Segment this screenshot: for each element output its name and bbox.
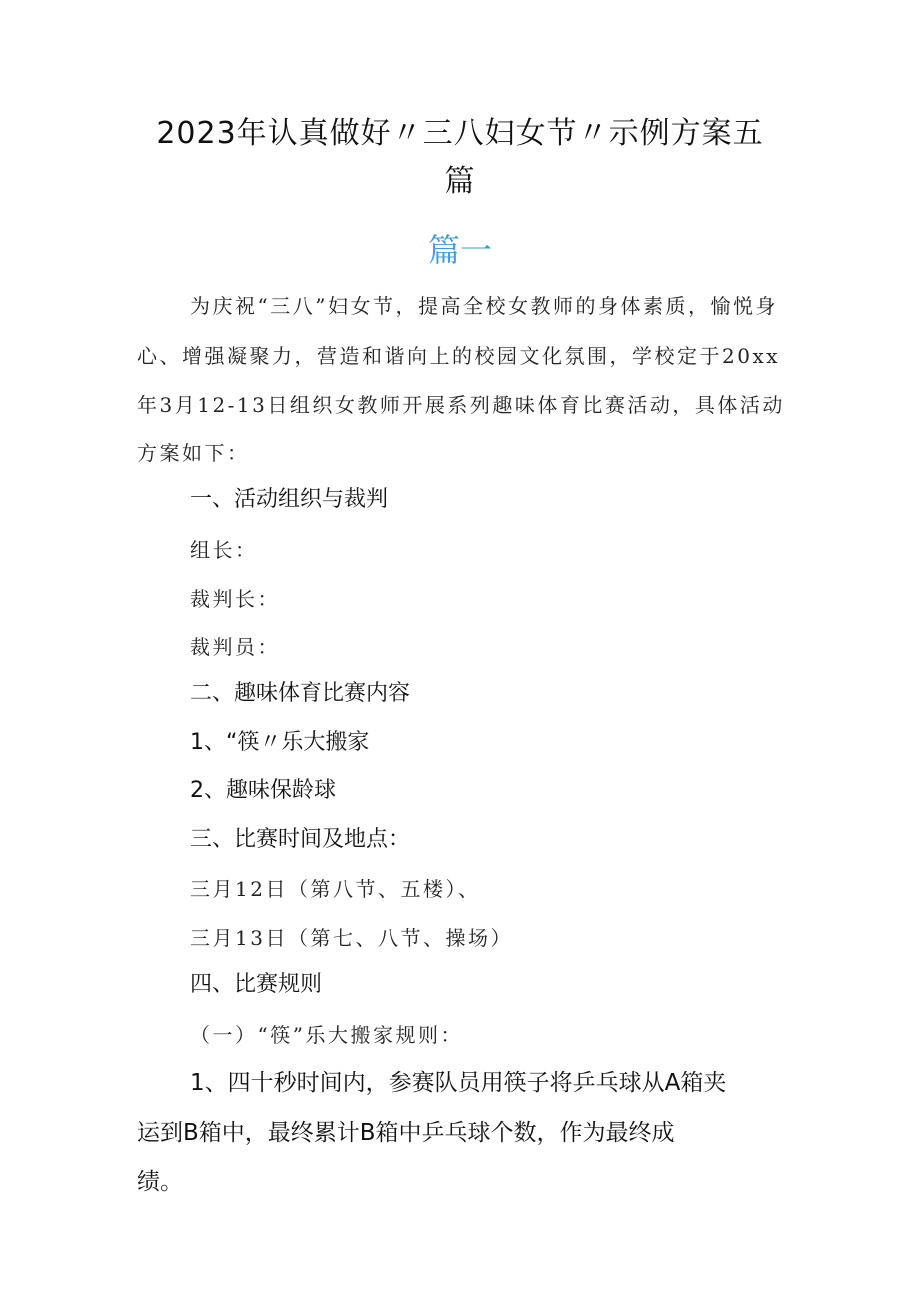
content-item-2: 2、趣味保龄球 xyxy=(190,778,336,803)
rules-subheading: （一）“筷”乐大搬家规则： xyxy=(190,1023,463,1047)
heading-competition-content: 二、趣味体育比赛内容 xyxy=(190,681,411,706)
leader-label: 组长： xyxy=(190,538,258,562)
content-item-1: 1、“筷〃乐大搬家 xyxy=(190,730,370,755)
intro-line-3: 年3月12-13日组织女教师开展系列趣味体育比赛活动，具体活动 xyxy=(137,393,785,417)
rule-1-line-1: 1、四十秒时间内，参赛队员用筷子将乒乓球从A箱夹 xyxy=(190,1070,727,1096)
time-location-2: 三月13日（第七、八节、操场） xyxy=(190,926,513,950)
intro-line-1: 为庆祝“三八”妇女节，提高全校女教师的身体素质，愉悦身 xyxy=(190,294,778,318)
judges-label: 裁判员： xyxy=(190,635,280,659)
time-location-1: 三月12日（第八节、五楼）、 xyxy=(190,877,481,901)
section-heading: 篇一 xyxy=(427,231,492,269)
heading-activity-organization: 一、活动组织与裁判 xyxy=(190,487,389,512)
intro-line-4: 方案如下： xyxy=(137,441,250,465)
heading-time-location: 三、比赛时间及地点： xyxy=(190,827,411,852)
document-title-line-2: 篇 xyxy=(444,164,476,199)
rule-1-line-2: 运到B箱中，最终累计B箱中乒乓球个数，作为最终成 xyxy=(137,1120,675,1146)
intro-line-2: 心、增强凝聚力，营造和谐向上的校园文化氛围，学校定于20xx xyxy=(137,344,781,368)
document-title-line-1: 2023年认真做好〃三八妇女节〃示例方案五 xyxy=(156,116,764,151)
chief-judge-label: 裁判长： xyxy=(190,587,280,611)
rule-1-line-3: 绩。 xyxy=(137,1169,183,1195)
heading-rules: 四、比赛规则 xyxy=(190,972,323,997)
